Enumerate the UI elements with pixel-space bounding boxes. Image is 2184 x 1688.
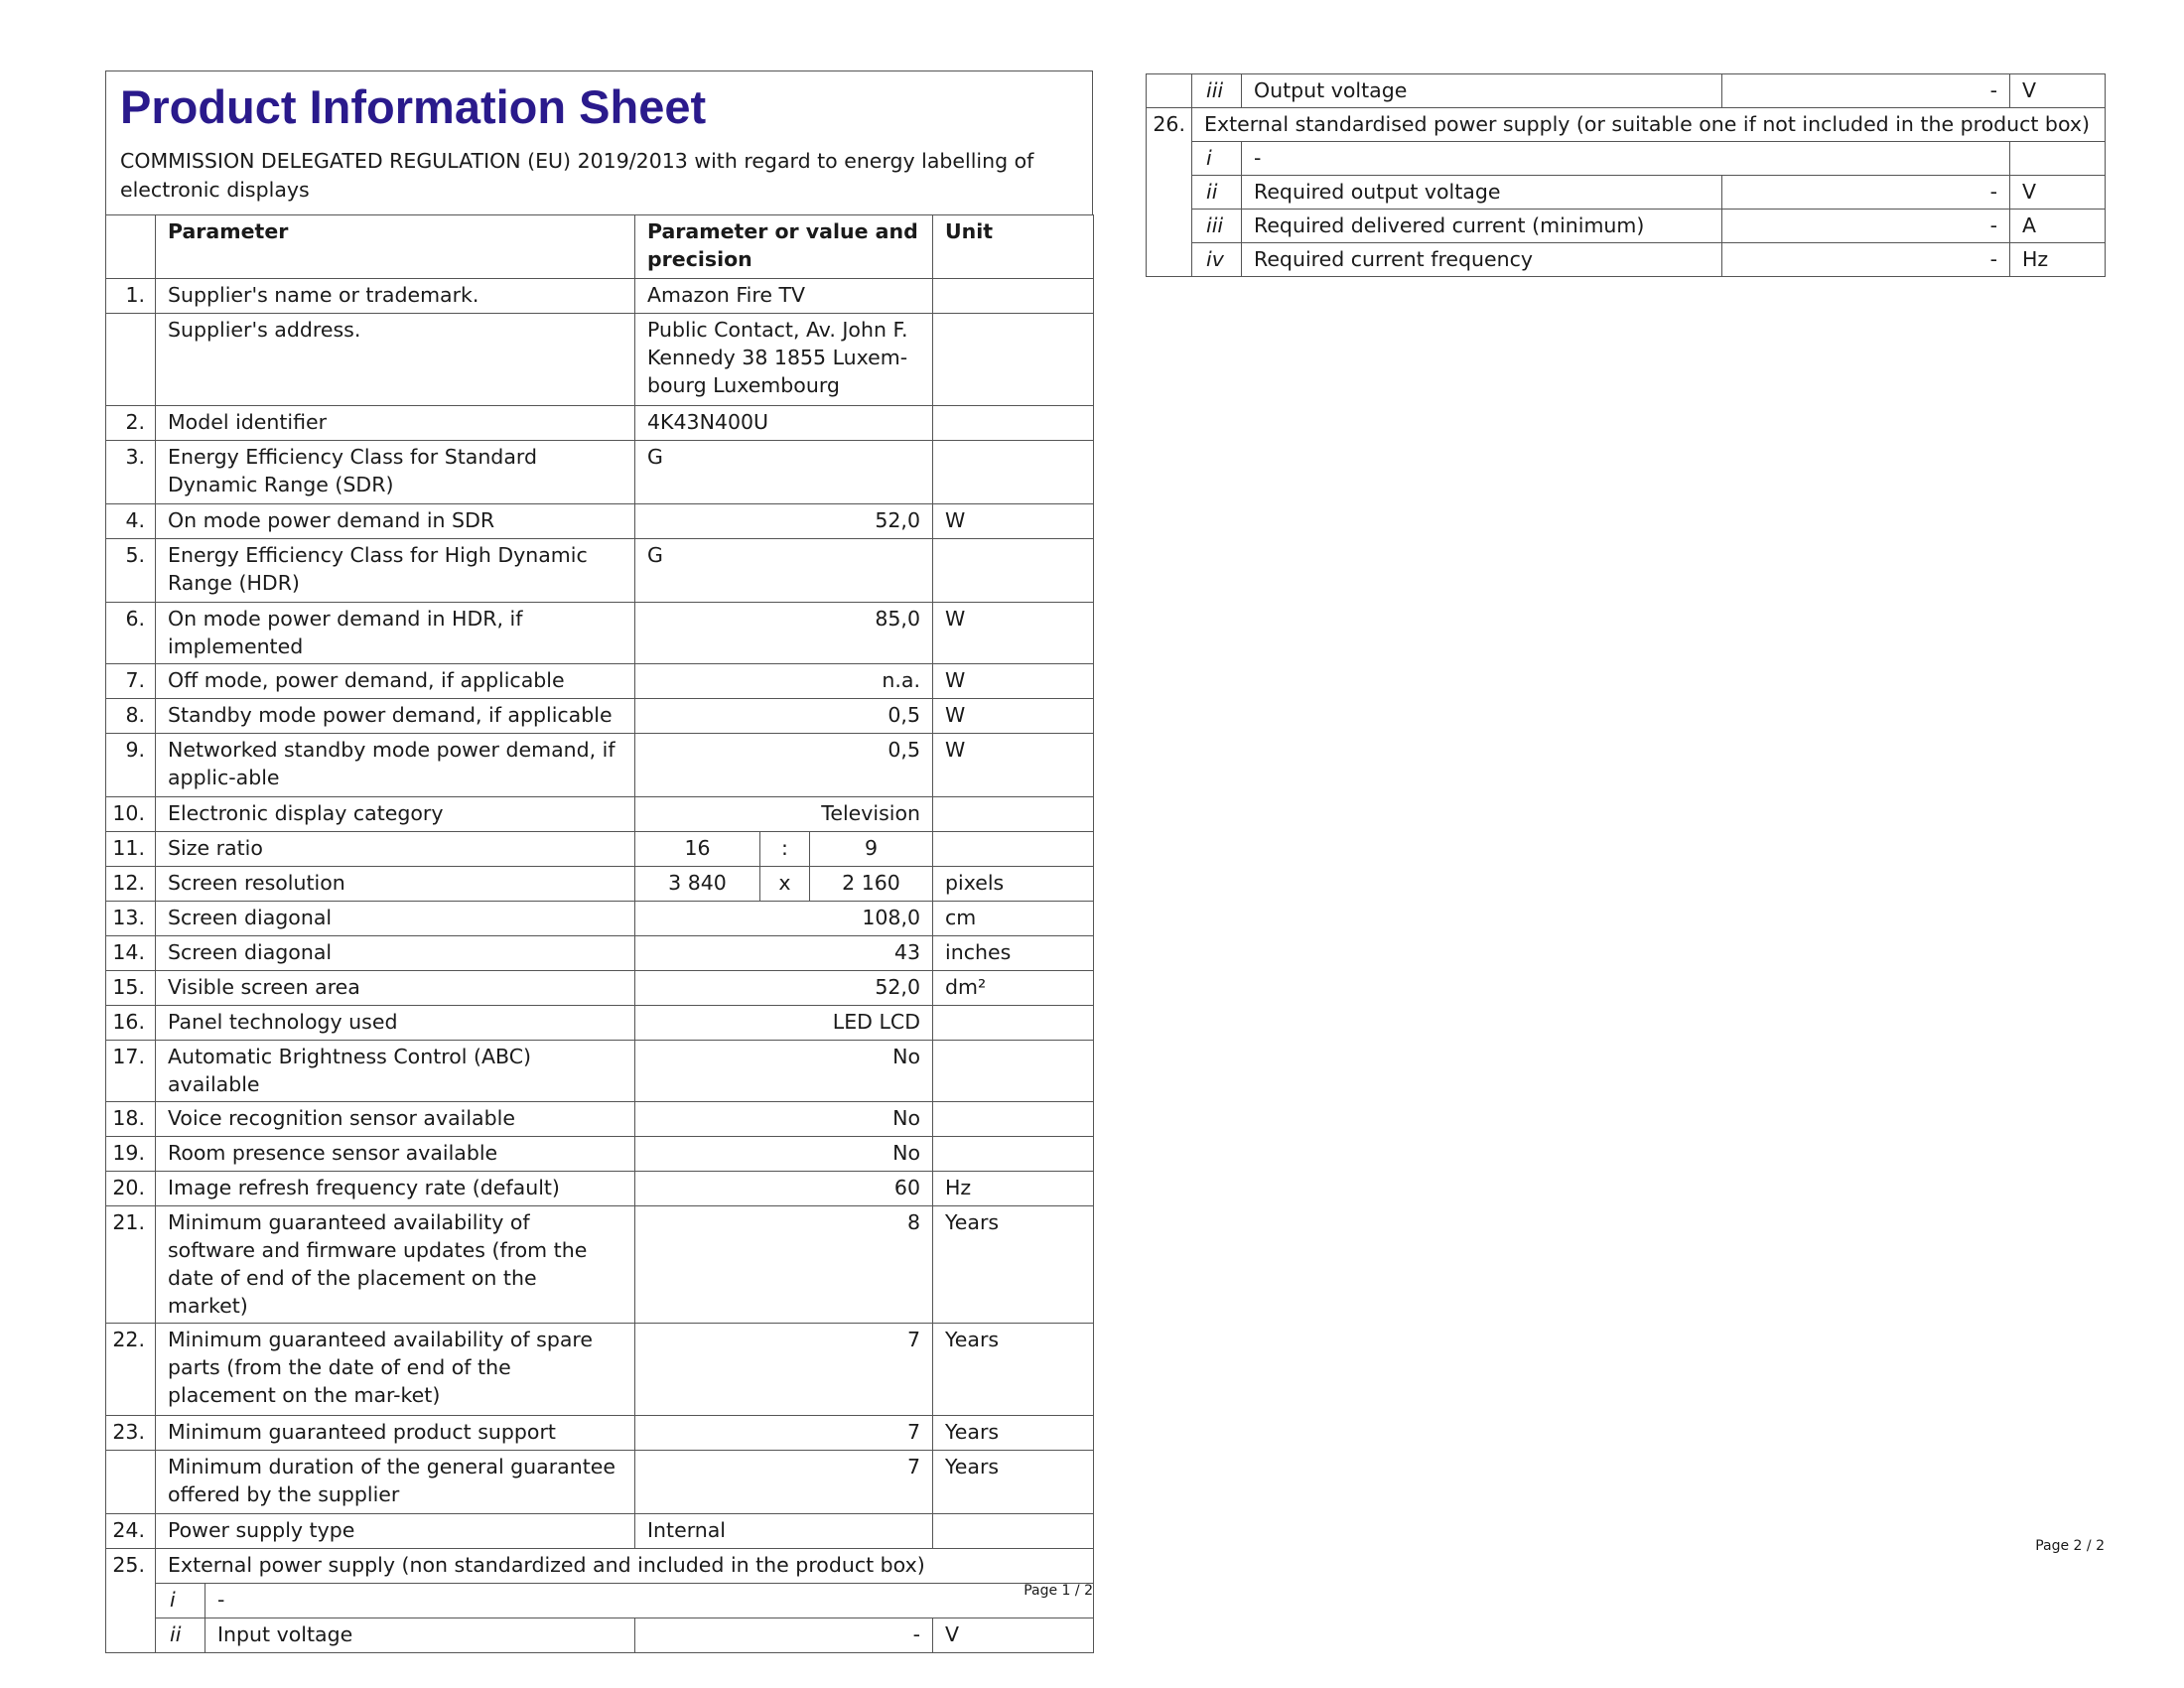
- row-number: 1.: [106, 279, 156, 314]
- table-row: [106, 1137, 1094, 1172]
- resolution-separator: x: [760, 867, 810, 902]
- page-number-1: Page 1 / 2: [1024, 1583, 1093, 1599]
- table-row: [106, 1006, 1094, 1041]
- table-row: [1147, 108, 2106, 142]
- row-value: Amazon Fire TV: [635, 279, 933, 314]
- row-value: Public Contact, Av. John F. Kennedy 38 1855 Luxem-bourg Luxembourg: [635, 314, 933, 406]
- table-row: [106, 832, 1094, 867]
- table-row: [106, 971, 1094, 1006]
- table-row: [106, 1416, 1094, 1451]
- row-value: 52,0: [635, 504, 933, 539]
- row-unit: [933, 1137, 1094, 1172]
- row-value: 4K43N400U: [635, 406, 933, 441]
- subrow-unit: V: [933, 1618, 1094, 1653]
- header-parameter: Parameter: [156, 215, 635, 279]
- row-number: 24.: [106, 1514, 156, 1549]
- row-unit: W: [933, 603, 1094, 664]
- table-row: [106, 539, 1094, 603]
- table-row: [106, 1206, 1094, 1324]
- row-parameter: Voice recognition sensor available: [156, 1102, 635, 1137]
- row-parameter: Size ratio: [156, 832, 635, 867]
- row-value: No: [635, 1041, 933, 1102]
- page-1: [105, 70, 1093, 1653]
- row-parameter: External power supply (non standardized and included in the product box): [156, 1549, 1094, 1584]
- header-box: [105, 70, 1093, 214]
- row-parameter: Energy Efficiency Class for Standard Dynamic Range (SDR): [156, 441, 635, 504]
- subrow-number: i: [156, 1584, 205, 1618]
- row-parameter: Screen diagonal: [156, 902, 635, 936]
- table-row: [1147, 176, 2106, 210]
- row-number: 19.: [106, 1137, 156, 1172]
- row-parameter: Screen resolution: [156, 867, 635, 902]
- row-parameter: Image refresh frequency rate (default): [156, 1172, 635, 1206]
- row-number: 21.: [106, 1206, 156, 1324]
- subrow-unit: Hz: [2010, 243, 2106, 277]
- row-unit: pixels: [933, 867, 1094, 902]
- table-row: [106, 1324, 1094, 1416]
- row-number: 9.: [106, 734, 156, 797]
- row-parameter: Minimum guaranteed availability of software and firmware updates (from the date of end of the placement on the market): [156, 1206, 635, 1324]
- subrow-value: -: [1722, 74, 2010, 108]
- subrow-value: -: [1722, 210, 2010, 243]
- row-value: G: [635, 441, 933, 504]
- subrow-number: i: [1192, 142, 1242, 176]
- row-parameter: Electronic display category: [156, 797, 635, 832]
- product-info-table: [105, 214, 1094, 1653]
- row-parameter: Room presence sensor available: [156, 1137, 635, 1172]
- table-row: [1147, 243, 2106, 277]
- table-row: [106, 1618, 1094, 1653]
- row-parameter: On mode power demand in SDR: [156, 504, 635, 539]
- row-parameter: Visible screen area: [156, 971, 635, 1006]
- row-number: 25.: [106, 1549, 156, 1584]
- row-unit: [933, 832, 1094, 867]
- subrow-parameter: Required output voltage: [1242, 176, 1722, 210]
- row-unit: cm: [933, 902, 1094, 936]
- row-number: 17.: [106, 1041, 156, 1102]
- row-parameter: Automatic Brightness Control (ABC) available: [156, 1041, 635, 1102]
- table-row: [106, 1549, 1094, 1584]
- row-value: 0,5: [635, 699, 933, 734]
- subrow-value: -: [1722, 176, 2010, 210]
- row-value: 43: [635, 936, 933, 971]
- row-unit: Years: [933, 1416, 1094, 1451]
- table-row: [1147, 210, 2106, 243]
- table-row: [106, 936, 1094, 971]
- row-value: 60: [635, 1172, 933, 1206]
- page-title: Product Information Sheet: [120, 80, 707, 133]
- subrow-parameter: -: [1242, 142, 2010, 176]
- subrow-unit: A: [2010, 210, 2106, 243]
- subrow-value: -: [635, 1618, 933, 1653]
- row-parameter: Minimum duration of the general guarantee offered by the supplier: [156, 1451, 635, 1514]
- regulation-subtitle: COMMISSION DELEGATED REGULATION (EU) 2019/2013 with regard to energy labelling of electronic displays: [120, 149, 1034, 202]
- row-unit: [933, 539, 1094, 603]
- ratio-separator: :: [760, 832, 810, 867]
- row-number: 3.: [106, 441, 156, 504]
- row-number: 2.: [106, 406, 156, 441]
- subrow-number: iii: [1192, 74, 1242, 108]
- row-number: 6.: [106, 603, 156, 664]
- product-info-table-continued: [1146, 73, 2106, 277]
- row-parameter: Energy Efficiency Class for High Dynamic Range (HDR): [156, 539, 635, 603]
- table-row: [106, 664, 1094, 699]
- table-row: [106, 406, 1094, 441]
- row-number: 14.: [106, 936, 156, 971]
- row-unit: [933, 1041, 1094, 1102]
- page-2: [1146, 73, 2105, 277]
- row-unit: [933, 1514, 1094, 1549]
- header-value: Parameter or value and precision: [635, 215, 933, 279]
- row-unit: [933, 279, 1094, 314]
- row-unit: [933, 1102, 1094, 1137]
- row-number: [106, 314, 156, 406]
- row-parameter: Minimum guaranteed availability of spare parts (from the date of end of the placement on the mar-ket): [156, 1324, 635, 1416]
- row-number: 11.: [106, 832, 156, 867]
- row-unit: Years: [933, 1324, 1094, 1416]
- table-row: [106, 1584, 1094, 1618]
- row-parameter: Supplier's address.: [156, 314, 635, 406]
- subrow-value: -: [1722, 243, 2010, 277]
- table-row: [106, 867, 1094, 902]
- row-value: 7: [635, 1451, 933, 1514]
- row-number: 20.: [106, 1172, 156, 1206]
- row-value: 85,0: [635, 603, 933, 664]
- resolution-height: 2 160: [810, 867, 933, 902]
- table-row: [106, 1041, 1094, 1102]
- row-number: 22.: [106, 1324, 156, 1416]
- table-row: [106, 1102, 1094, 1137]
- ratio-width: 16: [635, 832, 760, 867]
- row-unit: Years: [933, 1206, 1094, 1324]
- subrow-unit: V: [2010, 176, 2106, 210]
- table-header-row: [106, 215, 1094, 279]
- row-value: n.a.: [635, 664, 933, 699]
- table-row: [1147, 142, 2106, 176]
- subrow-number: ii: [156, 1618, 205, 1653]
- row-parameter: Panel technology used: [156, 1006, 635, 1041]
- row-unit: W: [933, 664, 1094, 699]
- table-row: [106, 797, 1094, 832]
- row-number: 8.: [106, 699, 156, 734]
- row-value: 7: [635, 1324, 933, 1416]
- row-unit: [933, 406, 1094, 441]
- row-value: 0,5: [635, 734, 933, 797]
- table-row: [106, 699, 1094, 734]
- table-row: [106, 734, 1094, 797]
- row-number: 18.: [106, 1102, 156, 1137]
- table-row: [106, 902, 1094, 936]
- table-row: [106, 441, 1094, 504]
- row-parameter: Screen diagonal: [156, 936, 635, 971]
- row-value: No: [635, 1137, 933, 1172]
- subrow-unit: V: [2010, 74, 2106, 108]
- subrow-parameter: Output voltage: [1242, 74, 1722, 108]
- header-unit: Unit: [933, 215, 1094, 279]
- row-parameter: Model identifier: [156, 406, 635, 441]
- row-parameter: External standardised power supply (or suitable one if not included in the product box): [1192, 108, 2106, 142]
- row-number: 26.: [1147, 108, 1192, 142]
- row-unit: dm²: [933, 971, 1094, 1006]
- subrow-number: ii: [1192, 176, 1242, 210]
- row-number: 13.: [106, 902, 156, 936]
- row-unit: inches: [933, 936, 1094, 971]
- row-number: 15.: [106, 971, 156, 1006]
- row-value: LED LCD: [635, 1006, 933, 1041]
- subrow-number: iv: [1192, 243, 1242, 277]
- table-row: [106, 1514, 1094, 1549]
- table-row: [106, 504, 1094, 539]
- row-unit: [933, 314, 1094, 406]
- row-parameter: Supplier's name or trademark.: [156, 279, 635, 314]
- row-parameter: Minimum guaranteed product support: [156, 1416, 635, 1451]
- row-unit: W: [933, 504, 1094, 539]
- row-number: [106, 1451, 156, 1514]
- row-unit: W: [933, 734, 1094, 797]
- subrow-parameter: Required delivered current (minimum): [1242, 210, 1722, 243]
- row-value: 52,0: [635, 971, 933, 1006]
- row-parameter: Networked standby mode power demand, if applic-able: [156, 734, 635, 797]
- row-number: 23.: [106, 1416, 156, 1451]
- table-row: [1147, 74, 2106, 108]
- resolution-width: 3 840: [635, 867, 760, 902]
- row-unit: [933, 797, 1094, 832]
- row-value: G: [635, 539, 933, 603]
- row-parameter: On mode power demand in HDR, if implemented: [156, 603, 635, 664]
- row-value: No: [635, 1102, 933, 1137]
- row-value: 8: [635, 1206, 933, 1324]
- subrow-parameter: -: [205, 1584, 1094, 1618]
- row-number: 5.: [106, 539, 156, 603]
- subrow-number: iii: [1192, 210, 1242, 243]
- row-parameter: Off mode, power demand, if applicable: [156, 664, 635, 699]
- subrow-parameter: Input voltage: [205, 1618, 635, 1653]
- row-value: Internal: [635, 1514, 933, 1549]
- row-parameter: Standby mode power demand, if applicable: [156, 699, 635, 734]
- table-row: [106, 1172, 1094, 1206]
- table-row: [106, 279, 1094, 314]
- row-unit: Years: [933, 1451, 1094, 1514]
- row-value: 7: [635, 1416, 933, 1451]
- subrow-parameter: Required current frequency: [1242, 243, 1722, 277]
- table-row: [106, 603, 1094, 664]
- row-value: Television: [635, 797, 933, 832]
- row-number: 10.: [106, 797, 156, 832]
- row-unit: [933, 441, 1094, 504]
- table-row: [106, 1451, 1094, 1514]
- row-number: 12.: [106, 867, 156, 902]
- row-unit: [933, 1006, 1094, 1041]
- row-number: 16.: [106, 1006, 156, 1041]
- row-number: 4.: [106, 504, 156, 539]
- row-parameter: Power supply type: [156, 1514, 635, 1549]
- page-number-2: Page 2 / 2: [2035, 1538, 2105, 1554]
- row-value: 108,0: [635, 902, 933, 936]
- row-unit: Hz: [933, 1172, 1094, 1206]
- row-unit: W: [933, 699, 1094, 734]
- ratio-height: 9: [810, 832, 933, 867]
- table-row: [106, 314, 1094, 406]
- row-number: 7.: [106, 664, 156, 699]
